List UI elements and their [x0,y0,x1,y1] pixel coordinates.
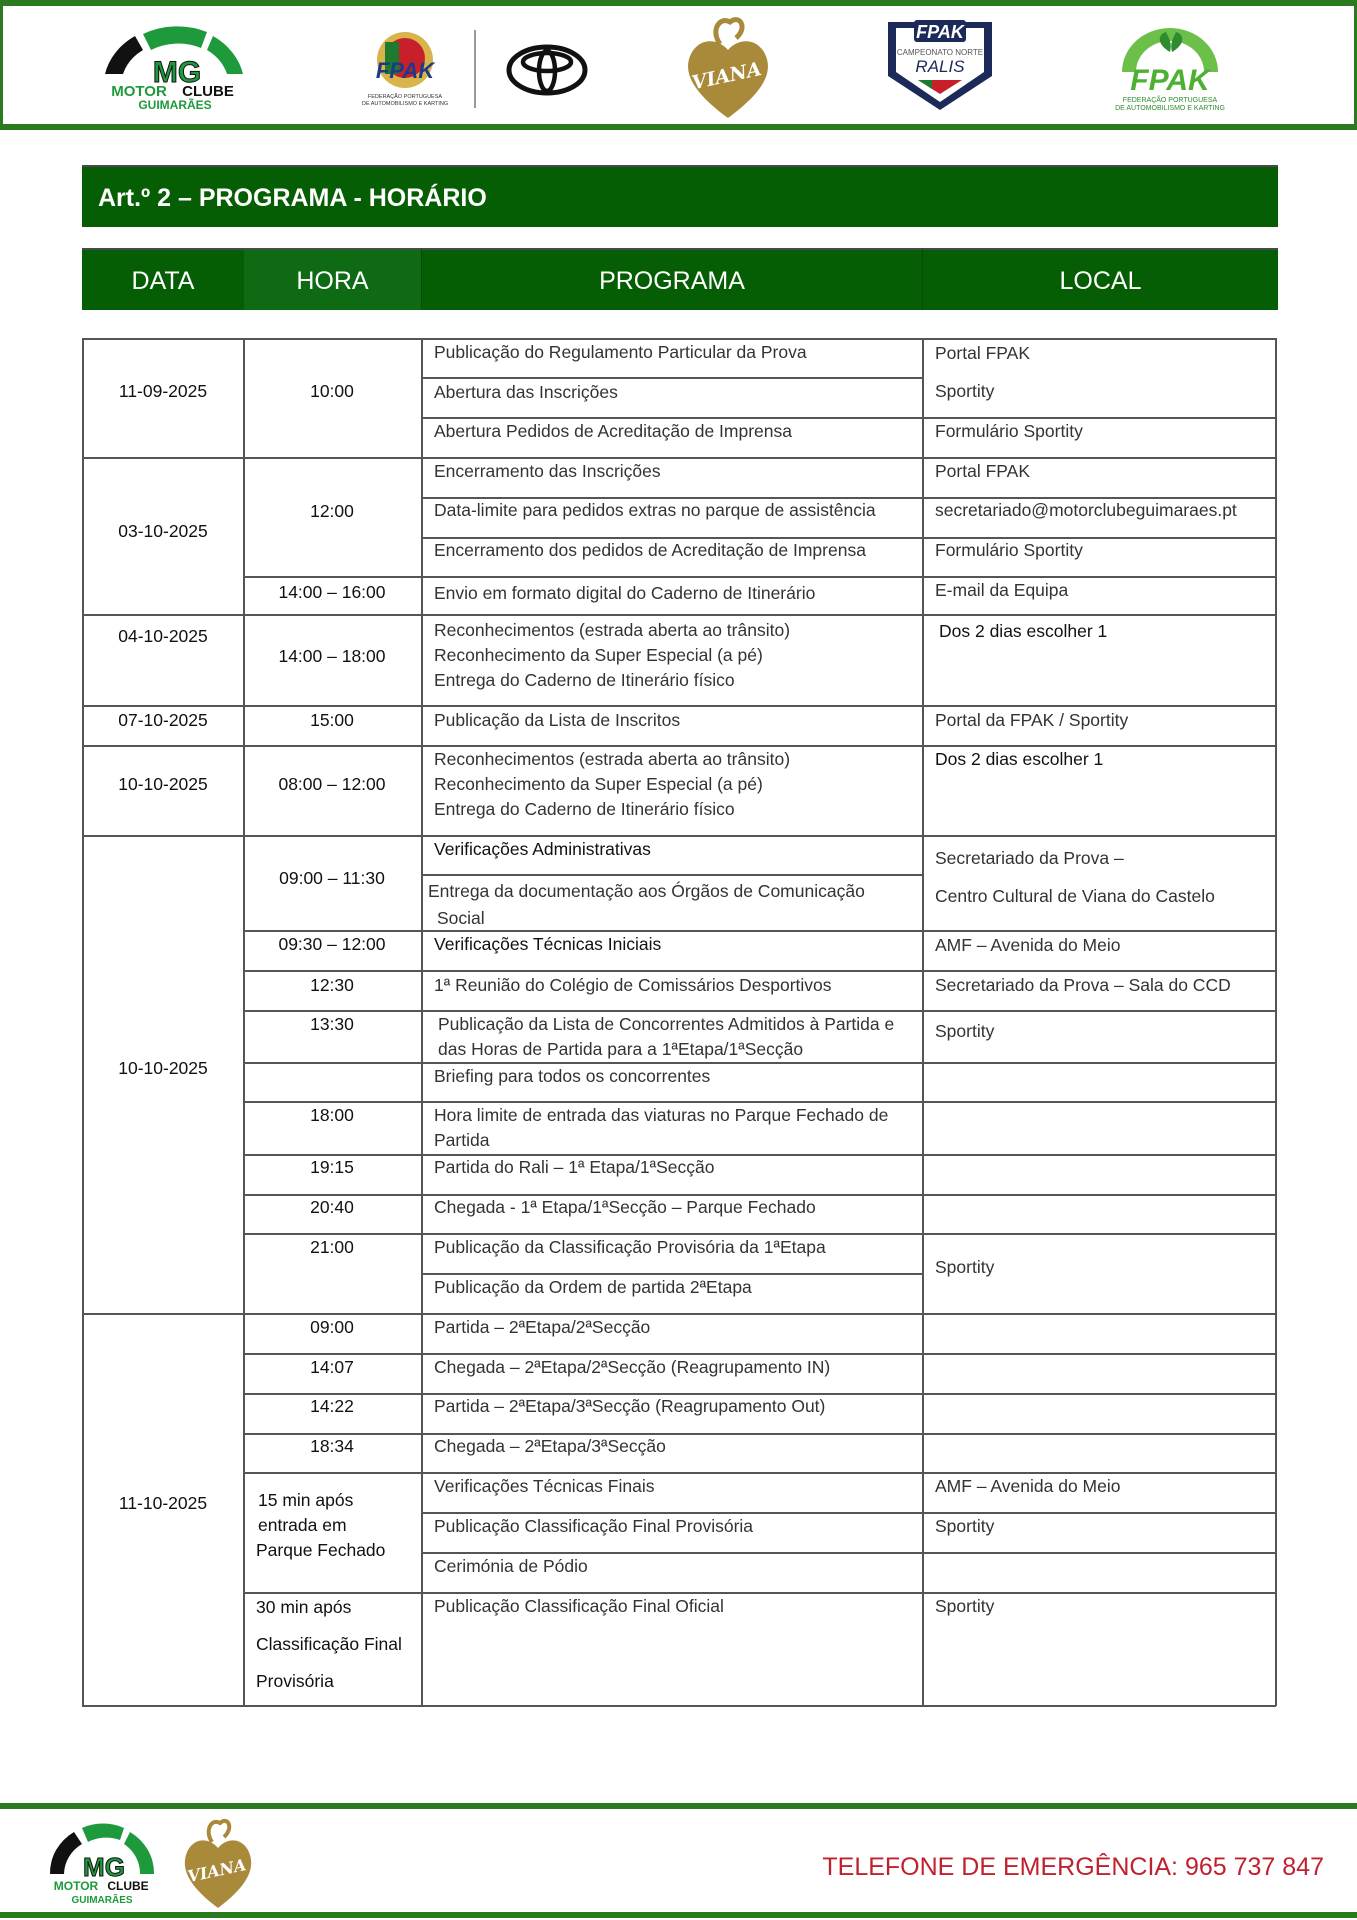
time-cell: 09:00 – 11:30 [279,868,385,888]
date-cell: 10-10-2025 [118,774,208,794]
program-cell: Reconhecimentos (estrada aberta ao trânsito) [434,620,791,640]
date-cell: 07-10-2025 [118,710,208,730]
column-divider [922,338,924,1706]
svg-text:CLUBE: CLUBE [107,1879,149,1893]
program-cell: Data-limite para pedidos extras no parque de assistência [434,500,876,520]
program-cell: Partida do Rali – 1ª Etapa/1ªSecção [434,1157,715,1177]
svg-text:MOTOR: MOTOR [111,83,167,100]
svg-text:GUIMARÃES: GUIMARÃES [138,98,212,110]
svg-text:MOTOR: MOTOR [53,1879,99,1893]
time-cell: 20:40 [310,1197,354,1217]
date-cell: 04-10-2025 [118,626,208,646]
program-cell: das Horas de Partida para a 1ªEtapa/1ªSecção [438,1039,804,1059]
footer-bottom-line [0,1912,1357,1918]
fpak-federation-logo [350,28,460,110]
emergency-label: TELEFONE DE EMERGÊNCIA: [822,1853,1179,1881]
date-cell: 03-10-2025 [118,521,208,541]
footer-top-line [0,1803,1357,1809]
location-cell: Portal da FPAK / Sportity [935,710,1129,730]
location-cell: E-mail da Equipa [935,580,1069,600]
footer-motorclube-guimaraes-logo [44,1818,160,1906]
program-cell: Publicação Classificação Final Provisória [434,1516,754,1536]
program-cell: Cerimónia de Pódio [434,1556,588,1576]
date-cell: 11-10-2025 [118,1493,208,1513]
program-cell: 1ª Reunião do Colégio de Comissários Desportivos [434,975,832,995]
location-cell: Sportity [935,1516,995,1536]
program-cell: Entrega da documentação aos Órgãos de Comunicação [428,881,865,901]
time-cell: 18:34 [310,1436,354,1456]
time-cell: 21:00 [310,1237,354,1257]
column-divider [421,338,423,1706]
row-divider [243,1472,1276,1474]
row-divider [82,457,1276,459]
viana-heart-logo [680,10,776,120]
svg-text:DE AUTOMOBILISMO E KARTING: DE AUTOMOBILISMO E KARTING [361,101,449,107]
time-cell: 14:07 [310,1357,354,1377]
svg-text:FEDERAÇÃO PORTUGUESA: FEDERAÇÃO PORTUGUESA [1122,97,1218,104]
location-cell: Secretariado da Prova – Sala do CCD [935,975,1231,995]
location-cell: secretariado@motorclubeguimaraes.pt [935,500,1237,520]
time-cell: 13:30 [310,1014,354,1034]
location-cell: Sportity [935,1021,995,1041]
time-cell: 14:22 [310,1396,354,1416]
table-border [1275,338,1277,1706]
motorclube-guimaraes-logo [95,24,255,110]
program-cell: Publicação da Ordem de partida 2ªEtapa [434,1277,752,1297]
program-cell: Partida [434,1130,490,1150]
program-cell: Reconhecimentos (estrada aberta ao trânsito) [434,749,791,769]
section-title: Art.º 2 – PROGRAMA - HORÁRIO [82,165,1278,227]
time-cell: Provisória [256,1671,334,1691]
column-header-local: LOCAL [922,248,1278,310]
svg-text:MG: MG [152,56,202,89]
location-cell: Portal FPAK [935,461,1030,481]
time-cell: 14:00 – 18:00 [278,646,386,666]
column-header-hora: HORA [244,248,421,310]
program-cell: Abertura Pedidos de Acreditação de Imprensa [434,421,792,441]
time-cell: 15 min após [258,1490,354,1510]
row-divider [243,1592,1276,1594]
location-cell: Sportity [935,1257,995,1277]
program-cell: Publicação da Lista de Inscritos [434,710,681,730]
program-cell: Publicação Classificação Final Oficial [434,1596,724,1616]
svg-text:FPAK: FPAK [1130,64,1210,97]
time-cell: 08:00 – 12:00 [278,774,386,794]
svg-text:MG: MG [83,1852,125,1882]
location-cell: Sportity [935,1596,995,1616]
time-cell: 14:00 – 16:00 [278,582,386,602]
svg-text:FPAK: FPAK [375,58,435,83]
time-cell: 12:30 [310,975,354,995]
program-cell: Hora limite de entrada das viaturas no Parque Fechado de [434,1105,889,1125]
time-cell: 18:00 [310,1105,354,1125]
location-cell: Dos 2 dias escolher 1 [935,749,1104,769]
emergency-phone [822,1853,1324,1882]
svg-text:CAMPEONATO NORTE: CAMPEONATO NORTE [896,48,984,57]
date-cell: 11-09-2025 [118,381,208,401]
program-cell: Entrega do Caderno de Itinerário físico [434,799,735,819]
location-cell: Secretariado da Prova – [935,848,1124,868]
program-cell: Encerramento dos pedidos de Acreditação de Imprensa [434,540,866,560]
program-cell: Verificações Técnicas Iniciais [434,934,662,954]
time-cell: 09:30 – 12:00 [278,934,386,954]
svg-text:FPAK: FPAK [916,22,964,42]
svg-text:GUIMARÃES: GUIMARÃES [71,1895,133,1906]
row-divider [421,377,923,379]
program-cell: Publicação da Classificação Provisória da 1ªEtapa [434,1237,826,1257]
time-cell: Parque Fechado [256,1540,386,1560]
program-cell: Envio em formato digital do Caderno de Itinerário [434,583,816,603]
toyota-logo [505,44,589,96]
row-divider [82,614,1276,616]
program-cell: Reconhecimento da Super Especial (a pé) [434,774,763,794]
svg-text:VIANA: VIANA [689,58,764,95]
program-cell: Verificações Administrativas [434,839,651,859]
time-cell: 09:00 [310,1317,354,1337]
location-cell: Portal FPAK [935,343,1030,363]
row-divider [82,705,1276,707]
program-cell: Partida – 2ªEtapa/3ªSecção (Reagrupamento Out) [434,1396,826,1416]
row-divider [243,970,1276,972]
location-cell: Centro Cultural de Viana do Castelo [935,886,1215,906]
row-divider [421,874,923,876]
column-header-data: DATA [82,248,244,310]
emergency-number[interactable]: 965 737 847 [1184,1853,1324,1881]
row-divider [82,835,1276,837]
svg-text:VIANA: VIANA [185,1855,248,1887]
time-cell: 15:00 [310,710,354,730]
row-divider [82,1705,1276,1707]
time-cell: 19:15 [310,1157,354,1177]
program-cell: Publicação do Regulamento Particular da Prova [434,342,807,362]
program-cell: Entrega do Caderno de Itinerário físico [434,670,735,690]
time-cell: entrada em [258,1515,347,1535]
time-cell: Classificação Final [256,1634,402,1654]
program-cell: Social [437,908,485,928]
location-cell: Sportity [935,381,995,401]
fpak-green-logo [1100,14,1240,114]
program-cell: Abertura das Inscrições [434,382,618,402]
svg-text:CLUBE: CLUBE [182,83,234,100]
program-cell: Chegada - 1ª Etapa/1ªSecção – Parque Fechado [434,1197,816,1217]
program-cell: Briefing para todos os concorrentes [434,1066,711,1086]
program-cell: Publicação da Lista de Concorrentes Admitidos à Partida e [438,1014,895,1034]
location-cell: AMF – Avenida do Meio [935,1476,1121,1496]
program-cell: Chegada – 2ªEtapa/2ªSecção (Reagrupamento IN) [434,1357,831,1377]
time-cell: 12:00 [310,501,354,521]
program-cell: Reconhecimento da Super Especial (a pé) [434,645,763,665]
svg-text:FEDERAÇÃO PORTUGUESA: FEDERAÇÃO PORTUGUESA [367,94,443,100]
location-cell: AMF – Avenida do Meio [935,935,1121,955]
column-header-programa: PROGRAMA [421,248,922,310]
program-cell: Chegada – 2ªEtapa/3ªSecção [434,1436,666,1456]
fpak-campeonato-norte-ralis-logo [870,14,1010,114]
svg-text:RALIS: RALIS [915,57,965,76]
program-cell: Partida – 2ªEtapa/2ªSecção [434,1317,651,1337]
location-cell: Dos 2 dias escolher 1 [939,621,1108,641]
location-cell: Formulário Sportity [935,421,1083,441]
date-cell: 10-10-2025 [118,1058,208,1078]
location-cell: Formulário Sportity [935,540,1083,560]
row-divider [243,1062,1276,1064]
program-cell: Encerramento das Inscrições [434,461,661,481]
time-cell: 30 min após [256,1597,352,1617]
footer-viana-heart-logo [178,1812,258,1910]
row-divider [243,576,1276,578]
program-cell: Verificações Técnicas Finais [434,1476,655,1496]
svg-text:DE AUTOMOBILISMO E KARTING: DE AUTOMOBILISMO E KARTING [1115,105,1225,112]
logo-divider [474,30,476,108]
time-cell: 10:00 [310,381,354,401]
